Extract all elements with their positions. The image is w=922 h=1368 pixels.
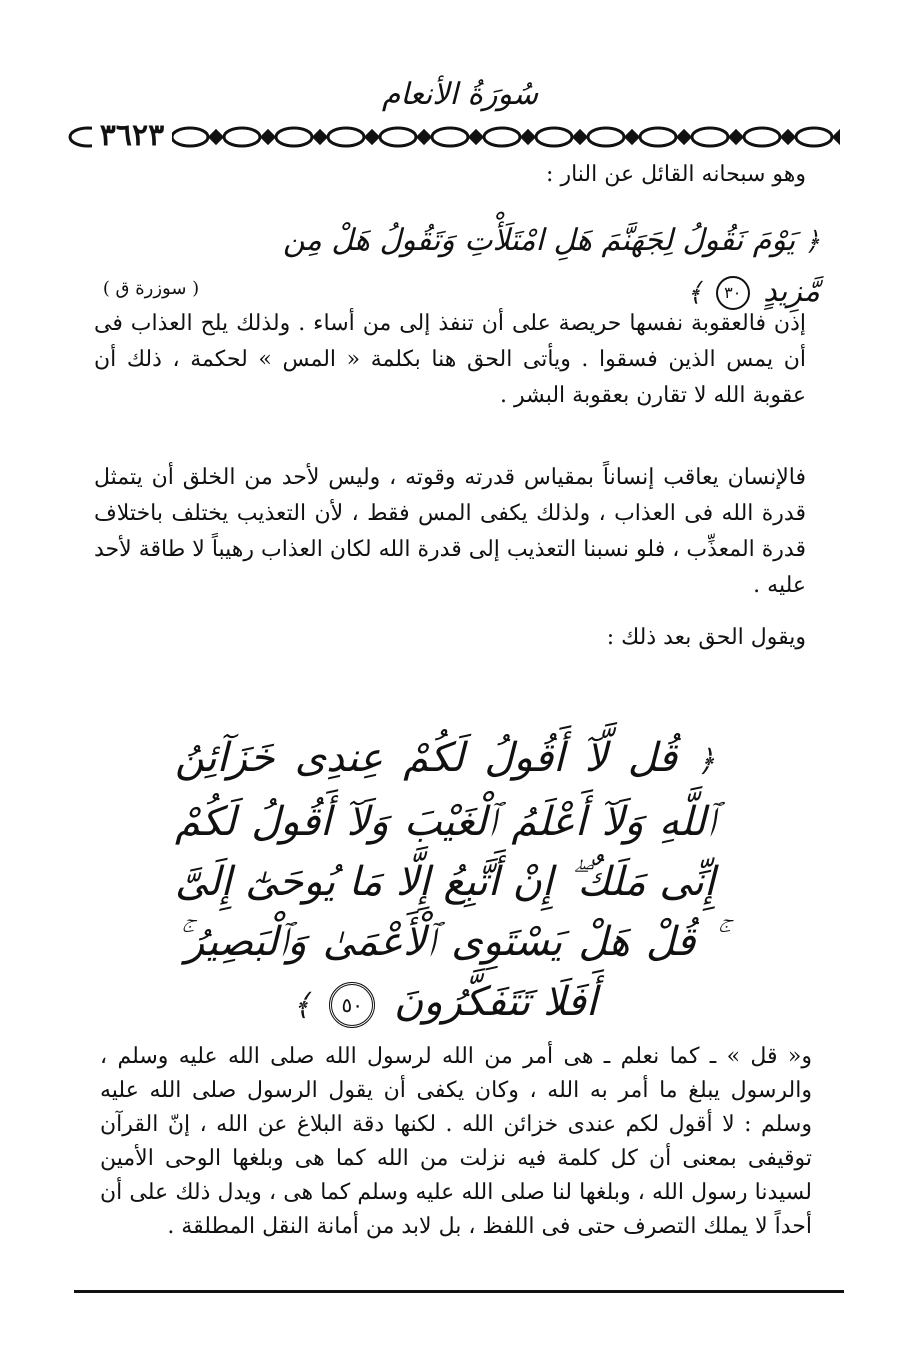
chain-diamond (522, 131, 534, 143)
verse-close-bracket: ﴾ (686, 278, 703, 308)
chain-diamond (678, 131, 690, 143)
chain-diamond (626, 131, 638, 143)
chain-link (588, 128, 624, 146)
chain-link (328, 128, 364, 146)
paragraph-1: إذن فالعقوبة نفسها حريصة على أن تنفذ إلى من أساء . ولذلك يلح العذاب فى أن يمس الذين فسقوا . ويأتى الحق هنا بكلمة « المس » لحكمة ، ذلك أن عقوبة الله لا تقارن بعقوبة البشر . (94, 311, 806, 408)
chain-diamond (730, 131, 742, 143)
chain-link (432, 128, 468, 146)
chain-diamond (418, 131, 430, 143)
page-number: ٣٦٢٣ (92, 120, 172, 152)
verse-open-bracket: ﴿ (804, 227, 820, 257)
chain-diamond (366, 131, 378, 143)
header-ornament-band (60, 122, 840, 152)
chain-diamond (262, 131, 274, 143)
chain-ornament (70, 128, 840, 146)
verse-1-number: ٣٠ (716, 276, 750, 310)
chain-link (484, 128, 520, 146)
verse-2-text: قُل لَّآ أَقُولُ لَكُمْ عِندِى خَزَآئِنُ ٱللَّهِ وَلَآ أَعْلَمُ ٱلْغَيْبَ وَلَآ أَقُولُ لَكُمْ إِنِّى مَلَكٌ ۖ إِنْ أَتَّبِعُ إِلَّا مَا يُوحَىٰٓ إِلَىَّ ۚ قُلْ هَلْ يَسْتَوِى ٱلْأَعْمَىٰ وَٱلْبَصِيرُ ۚ أَفَلَا تَتَفَكَّرُونَ (175, 735, 715, 1025)
bottom-rule (74, 1290, 844, 1293)
closing-paragraph: و« قل » ـ كما نعلم ـ هى أمر من الله لرسول الله صلى الله عليه وسلم ، والرسول يبلغ ما أمر به الله ، وكان يكفى أن يقول الرسول صلى الله عليه وسلم : لا أقول لكم عندى خزائن الله . لكنها دقة البلاغ عن الله ، إنّ القرآن توقيفى بمعنى أن كل كلمة فيه نزلت من الله كما هى وبلغها الوحى الأمين لسيدنا رسول الله ، وبلغها لنا صلى الله عليه وسلم كما هى ، ويدل ذلك على أن أحداً لا يملك التصرف حتى فى اللفظ ، بل لابد من أمانة النقل المطلقة . (100, 1044, 812, 1239)
verse-1-text: يَوْمَ نَقُولُ لِجَهَنَّمَ هَلِ امْتَلَأْتِ وَتَقُولُ هَلْ مِن مَّزِيدٍ (282, 223, 820, 309)
chain-link (640, 128, 676, 146)
paragraph-3: ويقول الحق بعد ذلك : (606, 625, 806, 650)
paragraph-2: فالإنسان يعاقب إنساناً بمقياس قدرته وقوته ، وليس لأحد من الخلق أن يتمثل قدرة الله فى العذاب ، ولذلك يكفى المس فقط ، لأن التعذيب يختلف باختلاف قدرة المعذِّب ، فلو نسبنا التعذيب إلى قدرة الله لكان العذاب رهيباً لا طاقة لأحد عليه . (94, 465, 806, 598)
chain-diamond (834, 131, 840, 143)
verse-2-number: ٥٠ (329, 982, 375, 1028)
surah-title: سُورَةُ الأنعام (381, 77, 539, 112)
verse-2-open-ornament: ﴿ (697, 744, 715, 779)
intro-line: وهو سبحانه القائل عن النار : (546, 162, 806, 187)
quran-verse-1 (260, 216, 820, 309)
chain-diamond (782, 131, 794, 143)
chain-link (692, 128, 728, 146)
chain-link (276, 128, 312, 146)
chain-diamond (314, 131, 326, 143)
chain-diamond (470, 131, 482, 143)
chain-link (536, 128, 572, 146)
source-reference: ( سوزرة ق ) (102, 278, 200, 299)
chain-link (744, 128, 780, 146)
quran-verse-2 (175, 728, 715, 1036)
chain-link (224, 128, 260, 146)
chain-link (380, 128, 416, 146)
chain-diamond (574, 131, 586, 143)
chain-diamond (210, 131, 222, 143)
chain-link (796, 128, 832, 146)
verse-2-close-ornament: ﴾ (292, 988, 311, 1023)
chain-link (172, 128, 208, 146)
